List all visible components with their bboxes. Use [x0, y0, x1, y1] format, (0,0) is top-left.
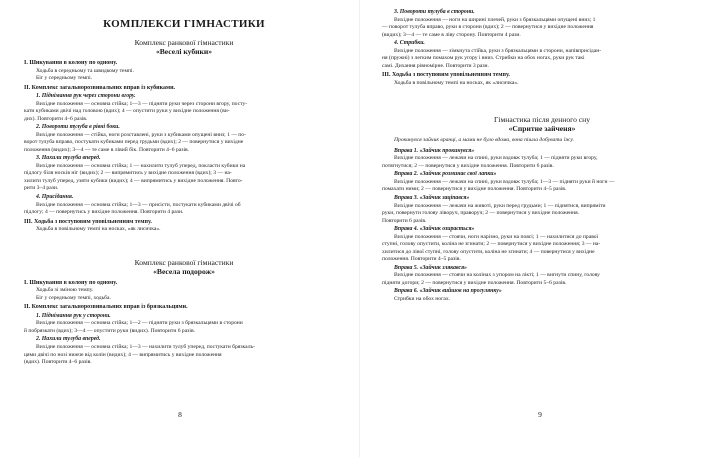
complex-heading: Комплекс ранкової гімнастики: [134, 38, 234, 47]
text-line: Ходьба в повільному темпі на носках, «як лисичка».: [36, 226, 161, 233]
page-number: 9: [538, 410, 542, 419]
text-line: Вихідне положення — основна стійка; 1—3 — підняти руки через сторони вгору, посту-: [36, 100, 248, 107]
complex-name: «Веселі кубики»: [155, 47, 213, 56]
text-line: Повторити 6 разів.: [382, 217, 427, 224]
text-line: Ходьба зі зміною темпу.: [36, 287, 94, 294]
exercise-title: Вправа 6. «Зайчик вийшов на прогулянку»: [394, 288, 502, 295]
text-line: Вихідне положення — ноги на ширині плечей, руки з брязкальцями опущені вниз; 1: [394, 16, 596, 23]
text-line: Біг у середньому темпі.: [36, 75, 93, 82]
text-line: й побрязкати (вдих); 3—4 — опустити руки (видих). Повторити 6 разів.: [24, 327, 195, 334]
text-line: Вихідне положення — стоячи на колінах з упором на лікті; 1 — вигнути спину, голову: [394, 272, 600, 279]
complex-heading: Комплекс ранкової гімнастики: [134, 257, 234, 267]
exercise-title: 2. Нахили тулуба вперед.: [36, 336, 101, 343]
complex-heading: Гімнастика після денного сну: [493, 115, 591, 125]
exercise-title: Вправа 3. «Зайчик заціпався»: [394, 194, 470, 201]
text-line: — поворот тулуба вправо, руки в сторони (вдих); 2 — повернутися у вихідне положення: [382, 24, 594, 31]
exercise-title: 3. Повороти тулуба в сторони.: [394, 9, 475, 15]
text-line: Вихідне положення — стоячи, ноги нарізно, руки на поясі; 1 — нахилитися до правої: [394, 233, 599, 240]
exercise-title: 1. Піднімання рук у сторони.: [36, 312, 111, 319]
page-title: КОМПЛЕКСИ ГІМНАСТИКИ: [103, 18, 265, 30]
section-heading: І. Шикування в колону по одному.: [24, 60, 118, 66]
text-line: дих). Повторити 4–6 разів.: [24, 115, 88, 122]
text-line: самі. Дихання рівномірне. Повторити 3 рази.: [382, 62, 489, 69]
section-heading: І. Шикування в колону по одному.: [24, 279, 118, 286]
text-line: ворот тулуба вправо, постукати кубиками перед грудьми (вдих); 2 — повернутися у вихідне: [24, 139, 244, 146]
exercise-title: Вправа 5. «Зайчик злякався»: [394, 264, 467, 271]
complex-name: «Спритне зайченя»: [508, 124, 576, 134]
text-line: Вихідне положення — лежачи на спині, руки вздовж тулуба; 1 — підняти руки вгору,: [394, 155, 598, 162]
text-line: Стрибки на обох ногах.: [394, 295, 451, 302]
section-spacer: [24, 234, 344, 252]
text-line: помахати ними; 2 — повернутися у вихідне положення. Повторити 4–5 разів.: [382, 186, 567, 193]
text-line: ступні, голову опустити, коліна не згинати; 2 — повернутися у вихідне положення; 3 — на-: [382, 241, 601, 248]
text-line: Ходьба в середньому та швидкому темпі.: [36, 67, 134, 74]
complex-spritne-zaichenia: [382, 115, 702, 303]
exercise-title: 4. Стрибки.: [394, 40, 425, 47]
text-line: кати кубиками двічі над головою (вдих); 4 — опустити руки у вихідне положення (ви-: [24, 108, 230, 115]
text-line: Вихідне положення — основна стійка; 1 — нахилити тулуб уперед, покласти кубики на: [36, 162, 246, 169]
text-line: рити 3–4 рази.: [24, 185, 59, 192]
text-line: руки, повернути голову ліворуч, праворуч; 2 — повернутися у вихідне положення.: [382, 210, 580, 217]
text-line: Вихідне положення — зімкнута стійка, руки з брязкальцями в сторони, напівприсідан-: [394, 47, 602, 54]
complex-name: «Весела подорож»: [153, 266, 215, 276]
text-line: підлогу біля носків ніг (видих); 2 — випрямитись у вихідне положення (вдих); 3 — на-: [24, 170, 232, 177]
text-line: (видих); 3—4 — те саме в ліву сторону. Повторити 4 рази.: [382, 31, 521, 38]
exercise-title: 1. Піднімання рук через сторони вгору.: [36, 93, 136, 100]
text-line: цями двічі по нозі нижче від колін (видих); 4 — випрямитись у вихідне положення: [24, 351, 222, 358]
exercise-title: Вправа 2. «Зайчик розминає свої лапки»: [394, 171, 497, 178]
text-line: Вихідне положення — стійка, ноги розставлені, руки з кубиками опущені вниз; 1 — по-: [36, 131, 246, 138]
text-line: Вихідне положення — основна стійка; 1—2 — підняти руки з брязкальцями в сторони: [36, 320, 243, 327]
text-line: потягнутися; 2 — повернутися у вихідне положення. Повторити 6 разів.: [382, 162, 554, 169]
section-heading: ІІ. Комплекс загальнорозвивальних вправ із брязкальцями.: [24, 304, 188, 311]
exercise-title: 4. Присідання.: [36, 193, 74, 200]
section-heading: ІІ. Комплекс загальнорозвивальних вправ із кубиками.: [24, 84, 176, 91]
text-line: ня (пружні) з легким помахом рук угору і вниз. Стрибки на обох ногах, руки рук такі: [382, 55, 585, 62]
intro-text: Прокинувся зайчик вранці, а мами не було вдома, вона пішла добувати їжу.: [394, 137, 574, 144]
exercise-title: 3. Нахили тулуба вперед.: [36, 155, 101, 162]
text-line: Вихідне положення — основна стійка; 1—3 — присісти, постукати кубиками двічі об: [36, 201, 241, 208]
text-line: Ходьба в повільному темпі на носках, як «лисичка».: [394, 79, 519, 86]
text-line: (вдих). Повторити 4–6 разів.: [24, 359, 92, 366]
complex-vesela-podorozh-continued: [382, 9, 702, 87]
text-line: хилити тулуб уперед, узяти кубики (видих); 4 — випрямитись у вихідне положення. Повто-: [24, 177, 243, 184]
exercise-title: Вправа 1. «Зайчик прокинувся»: [394, 147, 475, 154]
page-number: 8: [178, 410, 182, 419]
complex-veseli-kubyky: [24, 38, 344, 234]
section-heading: ІІІ. Ходьба з поступовим уповільненням темпу.: [24, 218, 152, 225]
text-line: підлогу; 4 — повернутись у вихідне положення. Повторити 4 рази.: [24, 209, 184, 216]
right-page: [360, 0, 720, 457]
complex-vesela-podorozh: [24, 258, 344, 367]
text-line: підняти догори; 2 — повернутися у вихідне положення. Повторити 5–6 разів.: [382, 279, 567, 286]
section-heading: ІІІ. Ходьба з поступовим уповільненням темпу.: [382, 72, 510, 79]
exercise-title: 2. Повороти тулуба в рівні боки.: [36, 124, 120, 131]
text-line: Вихідне положення — основна стійка; 1—3 — нахилити тулуб уперед, постукати брязкаль-: [36, 344, 255, 351]
text-line: хилитися до лівої ступні, голову опустити, коліна не згинати; 4 — повернутися у вихідне: [382, 248, 595, 255]
text-line: положення (видих); 3—4 — те саме в лівий бік. Повторити 4–6 разів.: [24, 146, 190, 153]
text-line: Біг у середньому темпі, ходьба.: [36, 294, 111, 301]
exercise-title: Вправа 4. «Зайчик озирається»: [394, 226, 475, 233]
section-spacer: [382, 87, 702, 109]
text-line: Вихідне положення — лежачи на спині, руки вздовж тулуба; 1—3 — підняти руки й ноги —: [394, 178, 615, 185]
text-line: положення. Повторити 4–5 разів.: [382, 256, 461, 263]
text-line: Вихідне положення — лежачи на животі, руки перед грудьми; 1 — піднятися, випряміти: [394, 202, 606, 209]
